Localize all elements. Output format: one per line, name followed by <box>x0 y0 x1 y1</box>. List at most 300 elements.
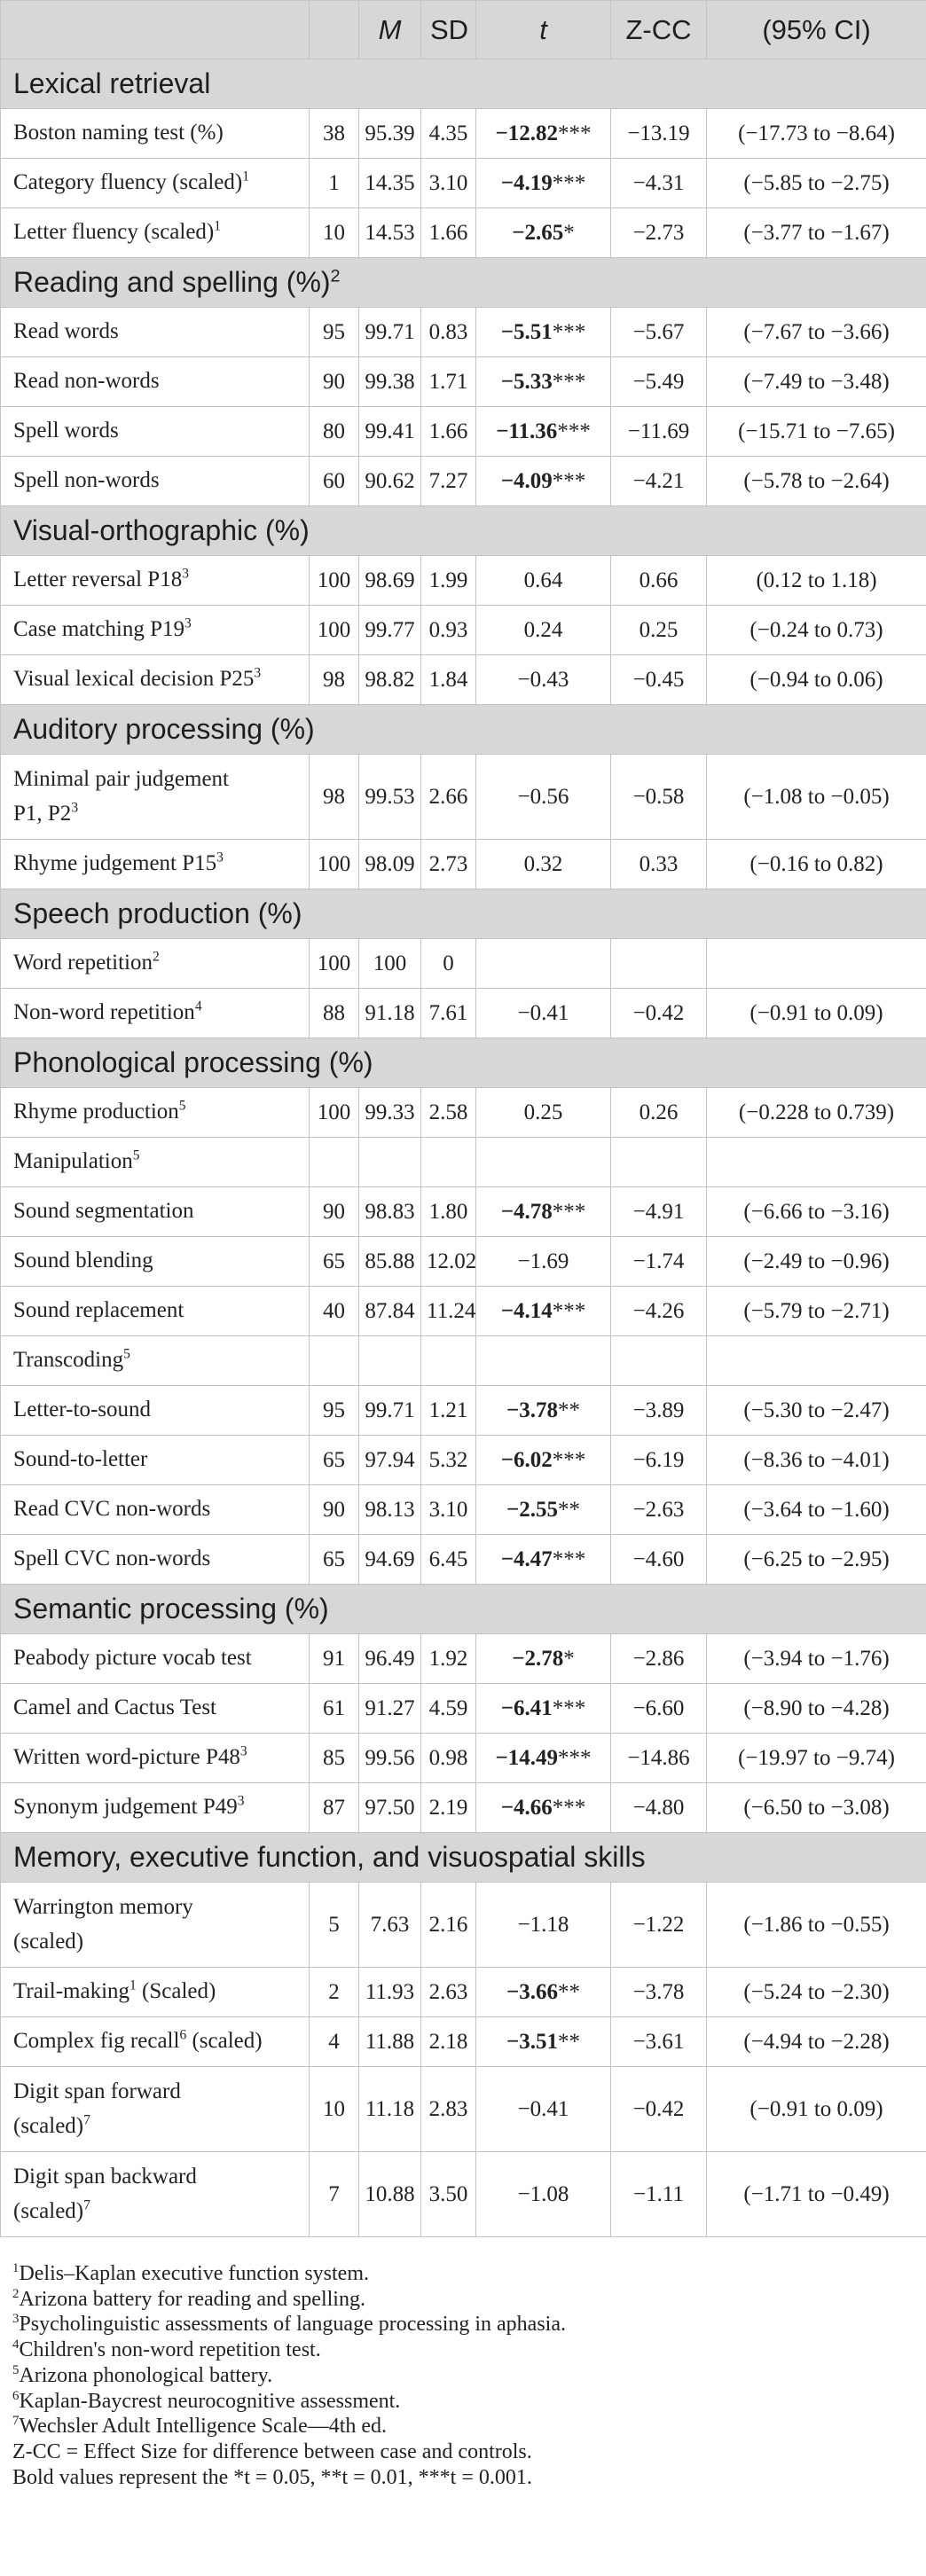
test-name <box>1 655 310 705</box>
test-name-text-line2: (scaled) <box>13 2198 84 2223</box>
test-name-text: Category fluency (scaled) <box>13 170 243 195</box>
sd-cell: 2.83 <box>421 2067 476 2152</box>
footnote <box>12 2337 917 2363</box>
sd-cell: 7.27 <box>421 457 476 506</box>
t-cell <box>476 2017 611 2067</box>
test-name-text: Trail-making <box>13 1979 130 2004</box>
zcc-cell: −4.91 <box>611 1187 707 1237</box>
significance-stars: *** <box>552 468 586 493</box>
sd-cell: 3.10 <box>421 1485 476 1535</box>
section-row <box>1 1833 926 1883</box>
t-value: −6.02 <box>500 1447 553 1472</box>
t-value: 0.24 <box>523 617 563 642</box>
mean-cell: 98.13 <box>359 1485 421 1535</box>
section-title-text: Speech production (%) <box>13 897 302 929</box>
section-title <box>1 59 926 109</box>
test-name <box>1 1336 310 1386</box>
ci-cell: (−19.97 to −9.74) <box>707 1734 926 1783</box>
test-name <box>1 208 310 258</box>
patient-score-cell: 95 <box>310 1386 359 1436</box>
zcc-cell: −6.60 <box>611 1684 707 1734</box>
table-row <box>1 407 926 457</box>
significance-stars: ** <box>558 1497 580 1522</box>
test-name-text: Spell CVC non-words <box>13 1546 211 1571</box>
significance-stars: *** <box>552 319 586 344</box>
test-name <box>1 109 310 159</box>
patient-score-cell: 4 <box>310 2017 359 2067</box>
zcc-cell: −11.69 <box>611 407 707 457</box>
t-value: −0.41 <box>517 2096 569 2121</box>
test-name-text: Sound blending <box>13 1249 153 1273</box>
test-name <box>1 2067 310 2152</box>
footnote-ref: 4 <box>194 998 202 1014</box>
zcc-cell: 0.25 <box>611 606 707 655</box>
footnote-ref: 3 <box>237 1793 245 1809</box>
test-name <box>1 1237 310 1287</box>
t-cell <box>476 1684 611 1734</box>
test-name-text-line2: (scaled) <box>13 2113 84 2138</box>
section-row <box>1 889 926 939</box>
test-name <box>1 1535 310 1585</box>
ci-cell: (−0.228 to 0.739) <box>707 1088 926 1138</box>
footnote-number: 7 <box>12 2414 20 2429</box>
ci-cell: (−5.85 to −2.75) <box>707 159 926 208</box>
t-cell <box>476 755 611 840</box>
footnote-text: Children's non-word repetition test. <box>19 2338 321 2362</box>
section-title <box>1 705 926 755</box>
header-t: t <box>476 1 611 59</box>
t-value: −4.66 <box>500 1795 553 1820</box>
t-value: −11.36 <box>496 419 558 443</box>
t-value: −14.49 <box>495 1745 558 1770</box>
patient-score-cell: 100 <box>310 556 359 606</box>
test-name-text: Spell non-words <box>13 468 160 493</box>
t-cell <box>476 1138 611 1187</box>
header-zcc: Z-CC <box>611 1 707 59</box>
patient-score-cell: 61 <box>310 1684 359 1734</box>
section-row <box>1 506 926 556</box>
section-title <box>1 258 926 308</box>
t-cell <box>476 1287 611 1336</box>
section-title-text: Reading and spelling (%) <box>13 266 331 298</box>
test-name-text: Warrington memory <box>13 1894 193 1919</box>
patient-score-cell <box>310 1336 359 1386</box>
sd-cell: 6.45 <box>421 1535 476 1585</box>
header-ci: (95% CI) <box>707 1 926 59</box>
table-row <box>1 1734 926 1783</box>
t-value: −3.66 <box>506 1979 558 2004</box>
test-name <box>1 457 310 506</box>
patient-score-cell: 100 <box>310 606 359 655</box>
footnote-text: Delis–Kaplan executive function system. <box>19 2262 369 2285</box>
zcc-cell: 0.33 <box>611 840 707 889</box>
patient-score-cell: 40 <box>310 1287 359 1336</box>
significance-stars: ** <box>558 2029 580 2054</box>
table-row <box>1 357 926 407</box>
test-name <box>1 308 310 357</box>
patient-score-cell: 100 <box>310 939 359 989</box>
ci-cell: (−0.24 to 0.73) <box>707 606 926 655</box>
zcc-cell <box>611 1138 707 1187</box>
test-name <box>1 989 310 1038</box>
zcc-cell: −1.11 <box>611 2152 707 2237</box>
test-name-text: Non-word repetition <box>13 1000 195 1025</box>
t-value: −4.47 <box>500 1546 553 1571</box>
footnote <box>12 2261 917 2287</box>
test-name-text: Rhyme production <box>13 1100 179 1124</box>
patient-score-cell: 65 <box>310 1535 359 1585</box>
ci-cell: (−0.91 to 0.09) <box>707 2067 926 2152</box>
test-name <box>1 1436 310 1485</box>
test-name <box>1 159 310 208</box>
significance-stars: * <box>563 220 575 245</box>
mean-cell: 14.53 <box>359 208 421 258</box>
footnote-ref: 3 <box>184 615 192 631</box>
sd-cell: 0.98 <box>421 1734 476 1783</box>
test-name-text: Letter fluency (scaled) <box>13 220 215 245</box>
ci-cell <box>707 1138 926 1187</box>
footnote <box>12 2465 917 2491</box>
mean-cell: 98.82 <box>359 655 421 705</box>
footnote-ref: 1 <box>129 1977 137 1993</box>
ci-cell: (−5.30 to −2.47) <box>707 1386 926 1436</box>
table-row <box>1 1088 926 1138</box>
test-name-text: Minimal pair judgement <box>13 766 230 791</box>
test-name-text-line2: (scaled) <box>13 1929 84 1954</box>
mean-cell: 99.41 <box>359 407 421 457</box>
patient-score-cell: 1 <box>310 159 359 208</box>
ci-cell: (−5.79 to −2.71) <box>707 1287 926 1336</box>
patient-score-cell: 90 <box>310 1485 359 1535</box>
t-value: −2.55 <box>506 1497 558 1522</box>
significance-stars: *** <box>552 1298 586 1323</box>
mean-cell: 99.53 <box>359 755 421 840</box>
table-row <box>1 109 926 159</box>
mean-cell: 99.71 <box>359 1386 421 1436</box>
header-patient-score <box>310 1 359 59</box>
t-value: −4.78 <box>500 1199 553 1224</box>
section-title-text: Visual-orthographic (%) <box>13 514 310 546</box>
test-name-text: Case matching P19 <box>13 617 185 642</box>
footnote-ref: 1 <box>214 218 222 234</box>
significance-stars: ** <box>558 1979 580 2004</box>
zcc-cell: −5.67 <box>611 308 707 357</box>
section-title-text: Phonological processing (%) <box>13 1046 373 1078</box>
ci-cell: (−0.94 to 0.06) <box>707 655 926 705</box>
t-cell <box>476 606 611 655</box>
test-name <box>1 1187 310 1237</box>
table-row <box>1 556 926 606</box>
sd-cell <box>421 1336 476 1386</box>
test-name <box>1 840 310 889</box>
zcc-cell: −0.45 <box>611 655 707 705</box>
significance-stars: *** <box>552 1695 586 1720</box>
footnote-text: Wechsler Adult Intelligence Scale—4th ed. <box>19 2415 388 2439</box>
table-row <box>1 457 926 506</box>
zcc-cell: −6.19 <box>611 1436 707 1485</box>
test-name <box>1 2152 310 2237</box>
significance-stars: *** <box>557 419 591 443</box>
test-name <box>1 1088 310 1138</box>
mean-cell: 99.77 <box>359 606 421 655</box>
t-cell <box>476 1436 611 1485</box>
t-cell <box>476 457 611 506</box>
t-value: −5.33 <box>500 369 553 394</box>
table-row <box>1 1783 926 1833</box>
test-name <box>1 939 310 989</box>
test-name-text: Manipulation <box>13 1149 133 1174</box>
t-value: −4.19 <box>500 170 553 195</box>
sd-cell: 1.66 <box>421 407 476 457</box>
mean-cell: 98.69 <box>359 556 421 606</box>
patient-score-cell: 5 <box>310 1883 359 1968</box>
zcc-cell: −3.78 <box>611 1968 707 2017</box>
test-name <box>1 1138 310 1187</box>
patient-score-cell <box>310 1138 359 1187</box>
test-name <box>1 1684 310 1734</box>
zcc-cell: −1.74 <box>611 1237 707 1287</box>
sd-cell: 1.80 <box>421 1187 476 1237</box>
ci-cell: (−1.71 to −0.49) <box>707 2152 926 2237</box>
test-name-suffix: (scaled) <box>186 2029 263 2054</box>
table-row <box>1 1138 926 1187</box>
table-row <box>1 1436 926 1485</box>
mean-cell: 11.18 <box>359 2067 421 2152</box>
significance-stars: *** <box>558 121 592 145</box>
ci-cell: (−6.66 to −3.16) <box>707 1187 926 1237</box>
t-cell <box>476 1386 611 1436</box>
test-name-text: Boston naming test (%) <box>13 121 224 145</box>
section-title-text: Auditory processing (%) <box>13 713 315 745</box>
footnote-ref: 5 <box>123 1346 130 1362</box>
patient-score-cell: 7 <box>310 2152 359 2237</box>
test-name-text: Digit span forward <box>13 2079 181 2103</box>
t-cell <box>476 1968 611 2017</box>
mean-cell: 11.93 <box>359 1968 421 2017</box>
ci-cell <box>707 1336 926 1386</box>
ci-cell: (−1.86 to −0.55) <box>707 1883 926 1968</box>
table-row <box>1 1386 926 1436</box>
t-cell <box>476 357 611 407</box>
footnote-ref: 5 <box>132 1147 140 1163</box>
mean-cell: 96.49 <box>359 1634 421 1684</box>
section-row <box>1 1038 926 1088</box>
zcc-cell: 0.26 <box>611 1088 707 1138</box>
t-cell <box>476 1237 611 1287</box>
footnote-ref: 2 <box>152 949 160 965</box>
footnote-ref: 3 <box>182 566 189 582</box>
table-row <box>1 2067 926 2152</box>
t-value: 0.25 <box>523 1100 563 1124</box>
patient-score-cell: 91 <box>310 1634 359 1684</box>
test-name-text: Sound segmentation <box>13 1199 194 1224</box>
zcc-cell: −2.63 <box>611 1485 707 1535</box>
mean-cell: 98.09 <box>359 840 421 889</box>
sd-cell: 0.83 <box>421 308 476 357</box>
ci-cell: (−3.77 to −1.67) <box>707 208 926 258</box>
t-cell <box>476 556 611 606</box>
t-cell <box>476 1485 611 1535</box>
test-name <box>1 556 310 606</box>
ci-cell: (−8.36 to −4.01) <box>707 1436 926 1485</box>
table-row <box>1 939 926 989</box>
mean-cell: 14.35 <box>359 159 421 208</box>
footnote-number: 2 <box>12 2286 20 2301</box>
footnote <box>12 2414 917 2439</box>
mean-cell: 90.62 <box>359 457 421 506</box>
section-title-text: Memory, executive function, and visuospatial skills <box>13 1841 646 1873</box>
section-row <box>1 258 926 308</box>
mean-cell: 100 <box>359 939 421 989</box>
sd-cell: 3.10 <box>421 159 476 208</box>
sd-cell: 4.59 <box>421 1684 476 1734</box>
ci-cell: (−15.71 to −7.65) <box>707 407 926 457</box>
test-name-text: Sound-to-letter <box>13 1447 148 1472</box>
test-name-text: Read words <box>13 319 119 344</box>
t-cell <box>476 1336 611 1386</box>
patient-score-cell: 90 <box>310 1187 359 1237</box>
table-row <box>1 655 926 705</box>
test-name-text: Spell words <box>13 419 119 443</box>
table-row <box>1 1237 926 1287</box>
zcc-cell: −4.60 <box>611 1535 707 1585</box>
table-row <box>1 1883 926 1968</box>
significance-stars: ** <box>558 1398 580 1422</box>
t-value: −0.41 <box>517 1000 569 1025</box>
sd-cell: 7.61 <box>421 989 476 1038</box>
mean-cell: 10.88 <box>359 2152 421 2237</box>
patient-score-cell: 10 <box>310 208 359 258</box>
t-cell <box>476 109 611 159</box>
table-row <box>1 208 926 258</box>
t-cell <box>476 2067 611 2152</box>
test-name-text: Complex fig recall <box>13 2029 180 2054</box>
ci-cell: (−7.67 to −3.66) <box>707 308 926 357</box>
test-name <box>1 1386 310 1436</box>
patient-score-cell: 87 <box>310 1783 359 1833</box>
table-row <box>1 1187 926 1237</box>
test-name <box>1 606 310 655</box>
patient-score-cell: 98 <box>310 655 359 705</box>
t-value: −2.78 <box>512 1646 564 1671</box>
mean-cell: 98.83 <box>359 1187 421 1237</box>
table-row <box>1 606 926 655</box>
t-value: −1.08 <box>517 2181 569 2206</box>
zcc-cell <box>611 1336 707 1386</box>
sd-cell: 12.02 <box>421 1237 476 1287</box>
sd-cell: 2.18 <box>421 2017 476 2067</box>
test-name-text: Camel and Cactus Test <box>13 1695 216 1720</box>
t-cell <box>476 655 611 705</box>
test-name-text: Read non-words <box>13 369 160 394</box>
t-cell <box>476 1783 611 1833</box>
test-name <box>1 407 310 457</box>
ci-cell: (−3.64 to −1.60) <box>707 1485 926 1535</box>
t-value: −2.65 <box>512 220 564 245</box>
zcc-cell: −0.58 <box>611 755 707 840</box>
table-row <box>1 1634 926 1684</box>
significance-stars: *** <box>552 1199 586 1224</box>
section-title <box>1 506 926 556</box>
ci-cell <box>707 939 926 989</box>
test-name-text: Synonym judgement P49 <box>13 1795 238 1820</box>
sd-cell: 3.50 <box>421 2152 476 2237</box>
t-cell <box>476 1535 611 1585</box>
sd-cell: 2.66 <box>421 755 476 840</box>
mean-cell: 97.50 <box>359 1783 421 1833</box>
mean-cell: 87.84 <box>359 1287 421 1336</box>
t-value: −12.82 <box>495 121 558 145</box>
t-cell <box>476 989 611 1038</box>
zcc-cell: −14.86 <box>611 1734 707 1783</box>
table-row <box>1 159 926 208</box>
zcc-cell: −0.42 <box>611 989 707 1038</box>
test-name-suffix: (Scaled) <box>136 1979 216 2004</box>
test-name <box>1 1734 310 1783</box>
ci-cell: (−6.50 to −3.08) <box>707 1783 926 1833</box>
mean-cell: 7.63 <box>359 1883 421 1968</box>
test-name-text: Letter reversal P18 <box>13 568 183 592</box>
ci-cell: (−1.08 to −0.05) <box>707 755 926 840</box>
mean-cell: 99.33 <box>359 1088 421 1138</box>
test-name <box>1 755 310 840</box>
footnote-text: Arizona phonological battery. <box>19 2363 273 2387</box>
zcc-cell: −2.86 <box>611 1634 707 1684</box>
zcc-cell: −0.42 <box>611 2067 707 2152</box>
ci-cell: (−17.73 to −8.64) <box>707 109 926 159</box>
t-value: −1.18 <box>517 1912 569 1937</box>
t-value: −1.69 <box>517 1249 569 1273</box>
patient-score-cell: 38 <box>310 109 359 159</box>
footnotes <box>12 2261 917 2490</box>
zcc-cell <box>611 939 707 989</box>
section-title <box>1 1833 926 1883</box>
footnote-ref: 7 <box>83 2112 90 2128</box>
footnote <box>12 2389 917 2415</box>
footnote-ref: 3 <box>216 850 224 865</box>
zcc-cell: −5.49 <box>611 357 707 407</box>
footnote <box>12 2363 917 2389</box>
patient-score-cell: 88 <box>310 989 359 1038</box>
section-title <box>1 1038 926 1088</box>
table-row <box>1 755 926 840</box>
footnote-ref: 3 <box>71 800 79 816</box>
sd-cell: 4.35 <box>421 109 476 159</box>
zcc-cell: −2.73 <box>611 208 707 258</box>
footnote-ref: 3 <box>239 1743 247 1759</box>
header-mean: M <box>359 1 421 59</box>
table-row <box>1 1485 926 1535</box>
test-name <box>1 1968 310 2017</box>
section-row <box>1 705 926 755</box>
section-row <box>1 1585 926 1634</box>
ci-cell: (−3.94 to −1.76) <box>707 1634 926 1684</box>
footnote-ref: 7 <box>83 2197 90 2213</box>
sd-cell: 2.16 <box>421 1883 476 1968</box>
table-row <box>1 989 926 1038</box>
footnote-number: 5 <box>12 2362 20 2377</box>
patient-score-cell: 10 <box>310 2067 359 2152</box>
t-cell <box>476 1734 611 1783</box>
patient-score-cell: 85 <box>310 1734 359 1783</box>
t-value: −3.51 <box>506 2029 558 2054</box>
ci-cell: (0.12 to 1.18) <box>707 556 926 606</box>
zcc-cell: −4.21 <box>611 457 707 506</box>
test-name-text: Transcoding <box>13 1348 124 1373</box>
ci-cell: (−6.25 to −2.95) <box>707 1535 926 1585</box>
zcc-cell: −3.61 <box>611 2017 707 2067</box>
significance-stars: *** <box>558 1745 592 1770</box>
